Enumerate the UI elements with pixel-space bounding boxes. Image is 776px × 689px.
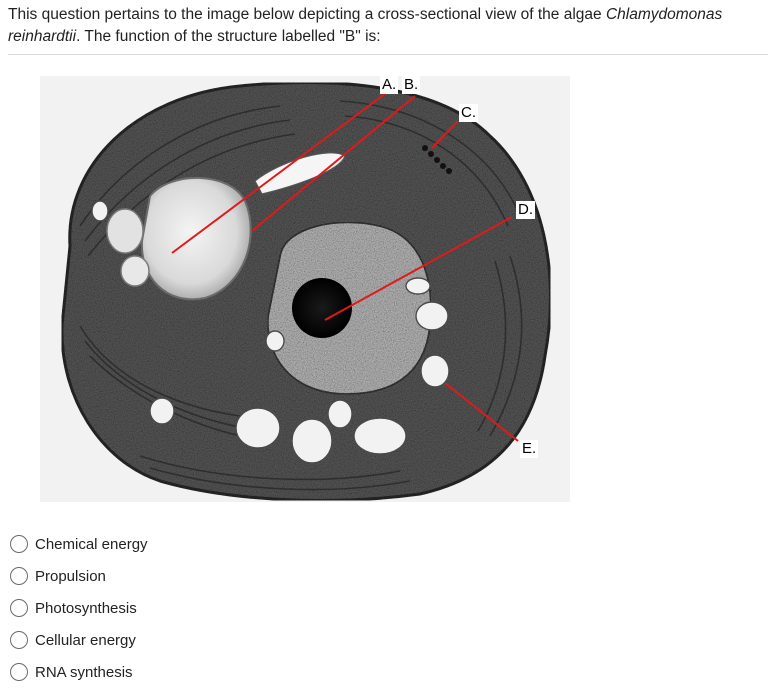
option-label: Chemical energy xyxy=(35,535,148,553)
question-text-start: This question pertains to the image below depicting a cross-sectional view of the algae xyxy=(8,6,606,23)
option-photosynthesis[interactable] xyxy=(10,592,148,624)
label-d: D. xyxy=(518,201,533,218)
option-label: Photosynthesis xyxy=(35,599,137,617)
species-name: Chlamydomonas reinhardtii xyxy=(8,6,723,45)
label-b: B. xyxy=(404,76,419,93)
label-c: C. xyxy=(461,104,476,121)
question-text-end: . The function of the structure labelled "B" is: xyxy=(76,28,381,45)
radio-button[interactable] xyxy=(10,631,28,649)
radio-button[interactable] xyxy=(10,599,28,617)
micrograph-image xyxy=(40,76,570,502)
option-rna-synthesis[interactable] xyxy=(10,656,148,688)
label-a: A. xyxy=(382,76,397,93)
option-propulsion[interactable] xyxy=(10,560,148,592)
option-cellular-energy[interactable] xyxy=(10,624,148,656)
label-e: E. xyxy=(522,440,537,457)
question-text xyxy=(8,4,768,55)
option-chemical-energy[interactable] xyxy=(10,528,148,560)
cell-micrograph xyxy=(40,76,570,502)
radio-button[interactable] xyxy=(10,567,28,585)
radio-button[interactable] xyxy=(10,535,28,553)
option-label: Propulsion xyxy=(35,567,106,585)
radio-button[interactable] xyxy=(10,663,28,681)
option-label: RNA synthesis xyxy=(35,663,133,681)
answer-options xyxy=(10,528,148,688)
option-label: Cellular energy xyxy=(35,631,136,649)
